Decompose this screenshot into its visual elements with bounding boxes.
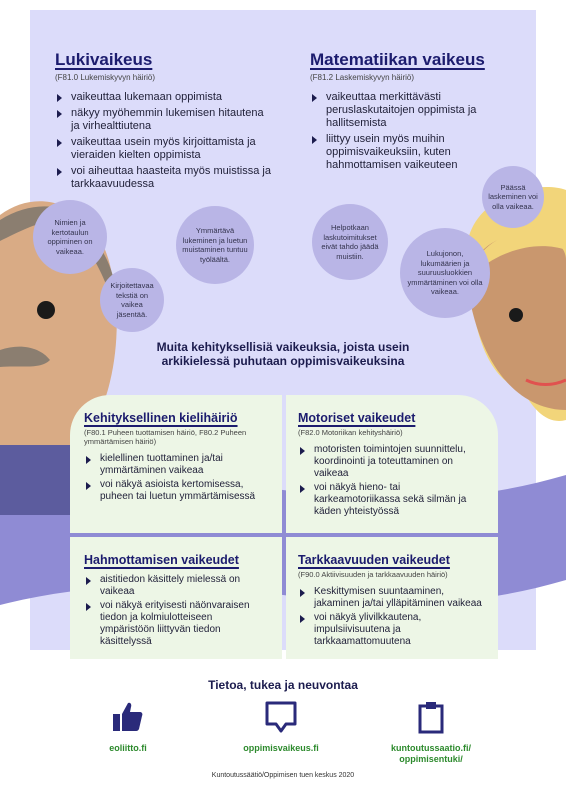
attention-difficulties-title: Tarkkaavuuden vaikeudet [298,553,450,567]
attention-difficulties-card [286,537,498,659]
perception-difficulties-list [84,574,268,648]
thumbs-up-icon [111,700,145,734]
dyslexia-title: Lukivaikeus [55,50,153,69]
motor-difficulties-list [298,444,486,518]
link-oppimisvaikeus-label: oppimisvaikeus.fi [243,743,319,753]
bubble-mental-math: Päässä laskeminen voi olla vaikeaa. [482,166,544,228]
perception-difficulties-card [70,537,282,659]
list-item: voi näkyä ylivilkkautena, impulsiivisuutena ja tarkkaamattomuutena [298,612,486,648]
link-eoliitto[interactable] [68,700,188,754]
list-item: voi näkyä hieno- tai karkeamotoriikassa sekä silmän ja käden yhteistyössä [298,482,486,518]
clipboard-icon [414,700,448,734]
math-difficulty-section [310,50,500,175]
dyslexia-code: (F81.0 Lukemiskyvyn häiriö) [55,73,156,82]
list-item: aistitiedon käsittely mielessä on vaikeaa [84,574,268,598]
bubble-writing: Kirjoitettavaa tekstiä on vaikea jäsentää. [100,268,164,332]
list-item: vaikeuttaa usein myös kirjoittamista ja vieraiden kielten oppimista [55,136,275,162]
list-item: kielellinen tuottaminen ja/tai ymmärtäminen vaikeaa [84,453,268,477]
math-title: Matematiikan vaikeus [310,50,485,69]
other-difficulties-heading [0,340,566,368]
dyslexia-section [55,50,275,194]
list-item: voi näkyä erityisesti näönvaraisen tiedon ja kolmiulotteiseen ympäristöön liittyvän tiedon käsittelyssä [84,600,268,648]
speech-bubble-icon [264,700,298,734]
list-item: vaikeuttaa lukemaan oppimista [55,91,275,104]
link-oppimisvaikeus[interactable] [221,700,341,754]
info-support-heading: Tietoa, tukea ja neuvontaa [208,678,358,692]
language-disorder-list [84,453,268,503]
list-item: liittyy usein myös muihin oppimisvaikeuksiin, kuten hahmottamisen vaikeuteen [310,133,500,172]
list-item: motoristen toimintojen suunnittelu, koordinointi ja toteuttaminen on vaikeaa [298,444,486,480]
list-item: voi aiheuttaa haasteita myös muistissa ja tarkkaavuudessa [55,165,275,191]
link-kuntoutussaatio[interactable] [366,700,496,765]
list-item: Keskittymisen suuntaaminen, jakaminen ja/tai ylläpitäminen vaikeaa [298,586,486,610]
credit-text: Kuntoutussäätiö/Oppimisen tuen keskus 2020 [211,772,355,779]
math-list [310,91,500,172]
list-item: näkyy myöhemmin lukemisen hitautena ja virhealttiutena [55,107,275,133]
bubble-calculations: Helpotkaan laskutoimitukset eivät tahdo jäädä muistiin. [312,204,388,280]
language-disorder-code: (F80.1 Puheen tuottamisen häiriö, F80.2 Puheen ymmärtämisen häiriö) [84,428,247,446]
list-item: voi näkyä asioista kertomisessa, puheen tai luetun ymmärtämisessä [84,479,268,503]
perception-difficulties-title: Hahmottamisen vaikeudet [84,553,239,567]
link-eoliitto-label: eoliitto.fi [109,743,147,753]
dyslexia-list [55,91,275,191]
language-disorder-title: Kehityksellinen kielihäiriö [84,411,238,425]
bubble-names: Nimien ja kertotaulun oppiminen on vaikeaa. [33,200,107,274]
motor-difficulties-title: Motoriset vaikeudet [298,411,416,425]
list-item: vaikeuttaa merkittävästi peruslaskutaitojen oppimista ja hallitsemista [310,91,500,130]
language-disorder-card [70,395,282,533]
bubble-reading: Ymmärtävä lukeminen ja luetun muistaminen tuntuu työläältä. [176,206,254,284]
link-kuntoutussaatio-label: kuntoutussaatio.fi/ oppimisentuki/ [390,743,471,764]
motor-difficulties-code: (F82.0 Motoriikan kehityshäiriö) [298,428,403,437]
attention-difficulties-code: (F90.0 Aktiivisuuden ja tarkkaavuuden häiriö) [298,570,448,579]
other-difficulties-text: Muita kehityksellisiä vaikeuksia, joista usein arkikielessä puhutaan oppimisvaikeuksina [156,340,410,368]
bubble-number-sequence: Lukujonon, lukumäärien ja suuruusluokkien ymmärtäminen voi olla vaikeaa. [400,228,490,318]
motor-difficulties-card [286,395,498,533]
attention-difficulties-list [298,586,486,648]
math-code: (F81.2 Laskemiskyvyn häiriö) [310,73,415,82]
